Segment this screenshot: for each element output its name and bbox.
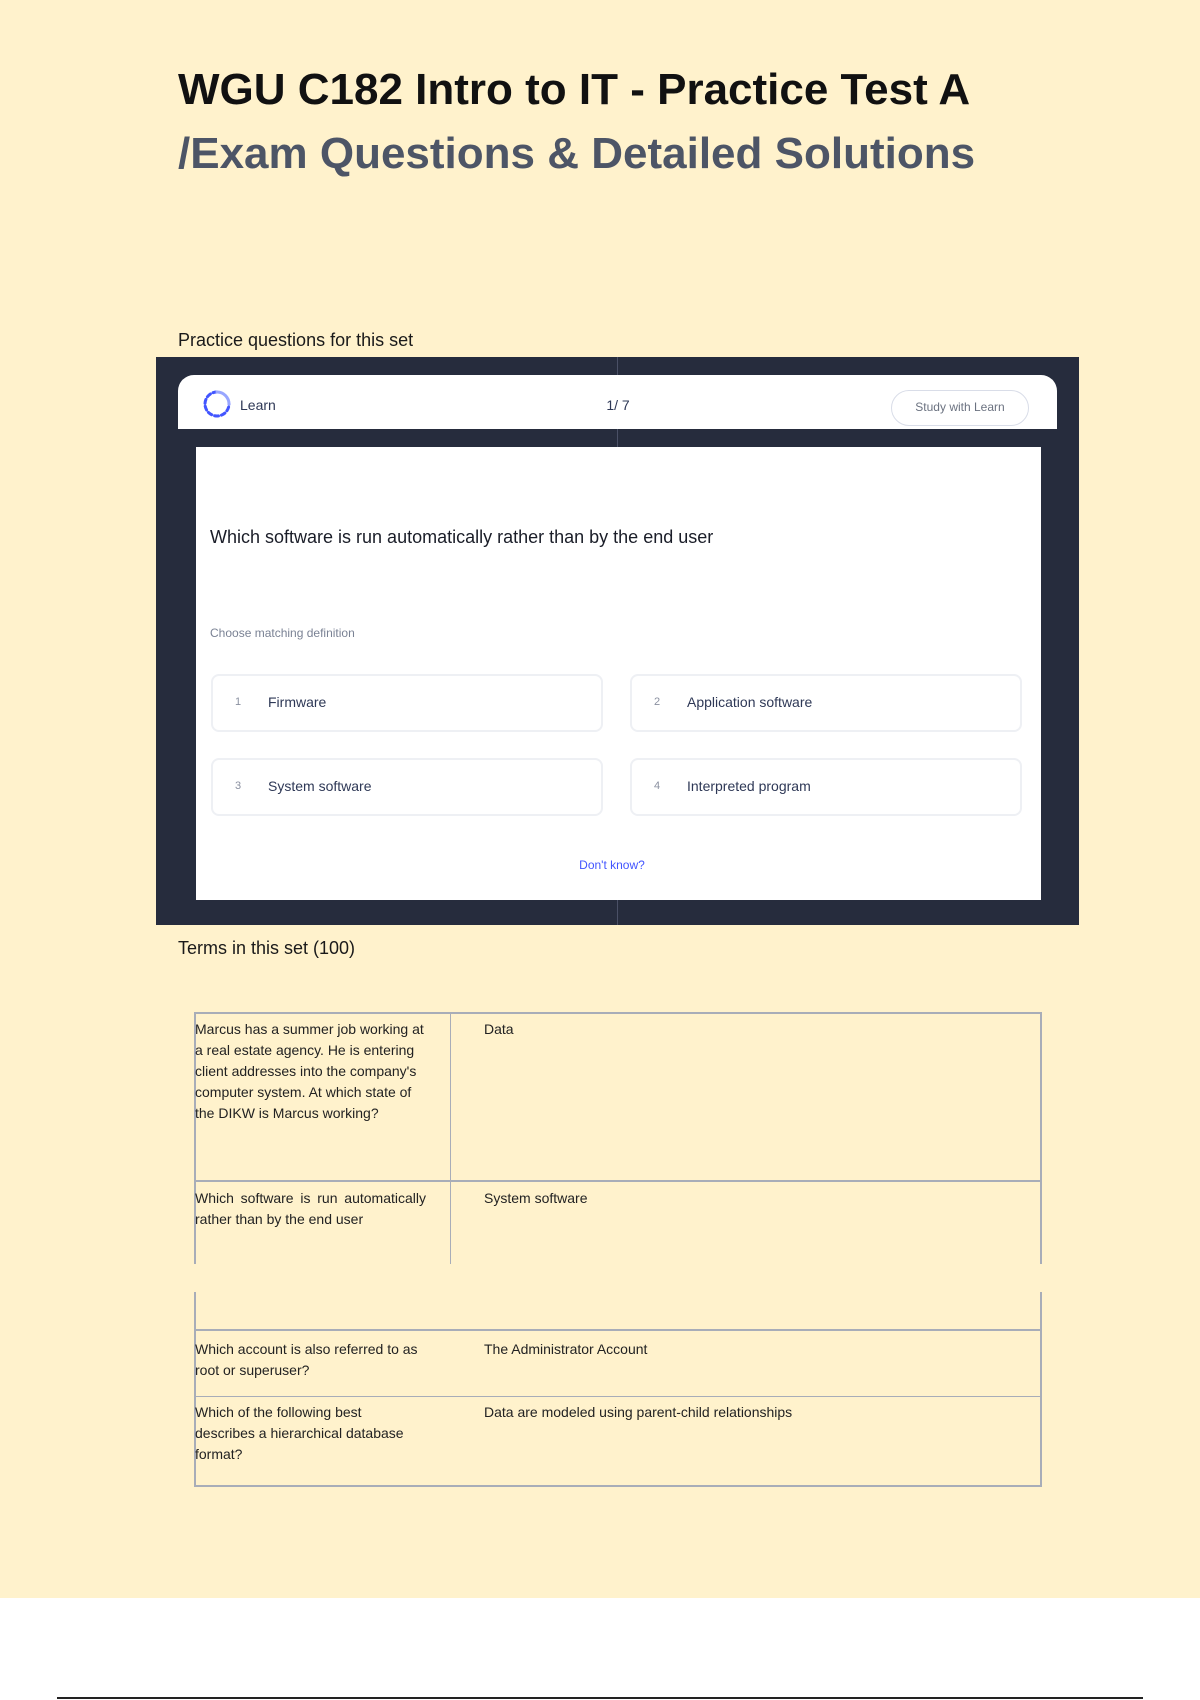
terms-label: Terms in this set (100) [178,938,356,958]
footer-rule [57,1697,1143,1699]
term-answer: Data are modeled using parent-child relationships [484,1404,793,1420]
option-text: Application software [687,694,813,710]
option-text: Interpreted program [687,778,811,794]
question-text: Which software is run automatically rather than by the end user [210,527,714,547]
table-border [194,1012,1042,1014]
term-question: Which account is also referred to as root or superuser? [195,1341,418,1378]
term-answer: Data [484,1021,514,1037]
table-border [194,1485,1042,1487]
answer-option-1[interactable] [211,674,603,732]
table-border [1040,1292,1042,1487]
option-number: 4 [654,780,661,792]
question-counter: 1/ 7 [606,397,630,413]
answer-option-2[interactable] [630,674,1022,732]
study-with-learn-button[interactable]: Study with Learn [891,390,1029,426]
answer-option-3[interactable] [211,758,603,816]
learn-icon [202,389,232,419]
practice-questions-label: Practice questions for this set [178,330,414,350]
title-main: WGU C182 Intro to IT - Practice Test A [178,65,969,114]
learn-card-body [196,447,1041,900]
table-border [194,1396,1042,1397]
table-border [194,1180,1042,1182]
learn-card-header [178,375,1057,429]
title-suffix: /Exam Questions & Detailed Solutions [178,129,976,178]
term-question: Which of the following best describes a hierarchical database format? [195,1404,404,1462]
option-text: System software [268,778,372,794]
learn-widget-frame [156,357,1079,925]
term-answer: System software [484,1190,588,1206]
document-title [178,58,1098,186]
table-border [450,1012,451,1264]
table-border [1040,1012,1042,1264]
option-number: 2 [654,696,661,708]
option-number: 3 [235,780,242,792]
learn-app-label: Learn [240,397,276,413]
terms-table [194,1012,1042,1487]
answer-option-4[interactable] [630,758,1022,816]
term-question: Which software is run automatically rather than by the end user [195,1190,426,1227]
dont-know-link[interactable]: Don't know? [579,858,645,872]
term-question: Marcus has a summer job working at a real estate agency. He is entering client addresses into the company's computer system. At which state of the DIKW is Marcus working? [195,1021,424,1121]
term-answer: The Administrator Account [484,1341,648,1357]
instruction-text: Choose matching definition [210,626,355,640]
option-number: 1 [235,696,242,708]
table-border [194,1329,1042,1331]
option-text: Firmware [268,694,327,710]
